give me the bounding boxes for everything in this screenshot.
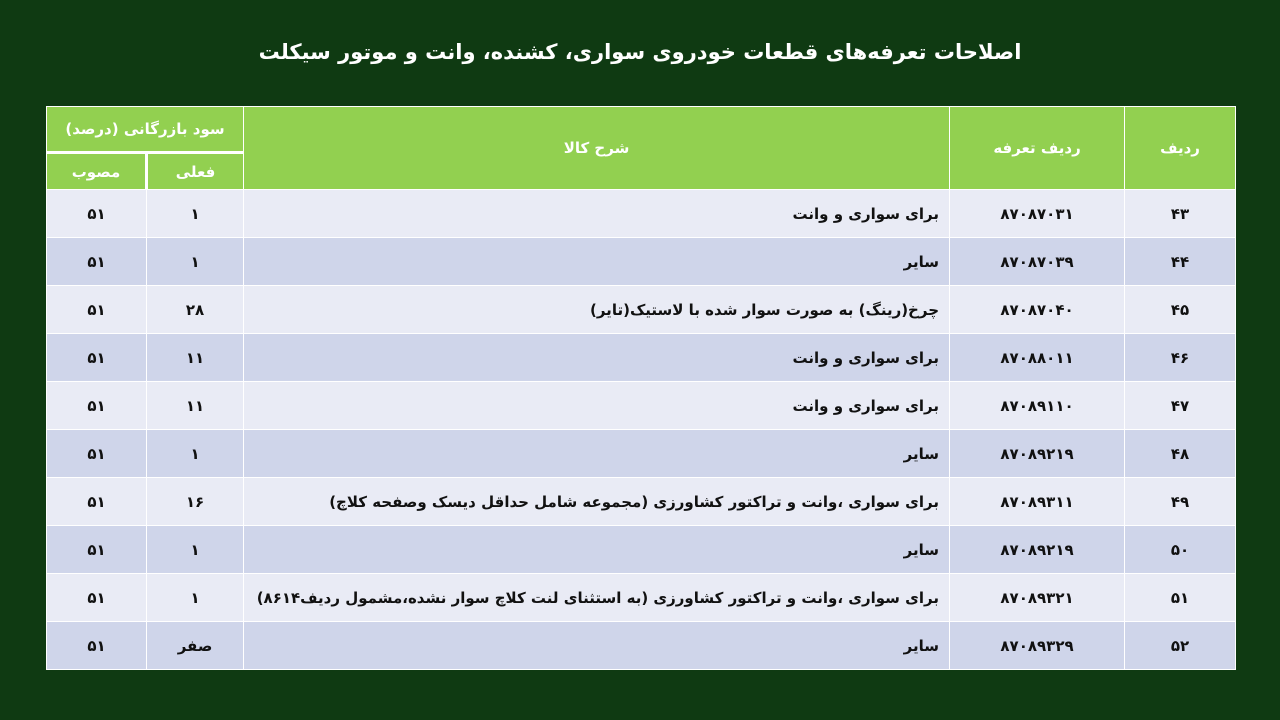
- cell-tariff-code: ۸۷۰۸۹۲۱۹: [950, 430, 1125, 478]
- header-approved: مصوب: [47, 153, 147, 190]
- cell-row-number: ۵۱: [1125, 574, 1236, 622]
- table-row: [47, 190, 1236, 238]
- table-row: [47, 430, 1236, 478]
- table-row: [47, 286, 1236, 334]
- cell-description: برای سواری ،وانت و تراکتور کشاورزی (به استثنای لنت کلاچ سوار نشده،مشمول ردیف۸۶۱۴): [244, 574, 950, 622]
- cell-approved: ۵۱: [47, 382, 147, 430]
- header-profit-group: سود بازرگانی (درصد): [47, 107, 244, 153]
- cell-current: ۱۶: [147, 478, 244, 526]
- cell-row-number: ۴۳: [1125, 190, 1236, 238]
- cell-current: ۱۱: [147, 334, 244, 382]
- cell-current: ۱: [147, 238, 244, 286]
- cell-description: چرخ(رینگ) به صورت سوار شده با لاستیک(تایر): [244, 286, 950, 334]
- cell-tariff-code: ۸۷۰۸۷۰۳۱: [950, 190, 1125, 238]
- cell-description: برای سواری ،وانت و تراکتور کشاورزی (مجموعه شامل حداقل دیسک وصفحه کلاچ): [244, 478, 950, 526]
- cell-current: ۱۱: [147, 382, 244, 430]
- table-row: [47, 526, 1236, 574]
- cell-approved: ۵۱: [47, 526, 147, 574]
- cell-tariff-code: ۸۷۰۸۹۲۱۹: [950, 526, 1125, 574]
- tariff-table: [46, 106, 1236, 670]
- cell-approved: ۵۱: [47, 430, 147, 478]
- cell-row-number: ۴۴: [1125, 238, 1236, 286]
- cell-approved: ۵۱: [47, 334, 147, 382]
- cell-approved: ۵۱: [47, 574, 147, 622]
- table-row: [47, 622, 1236, 670]
- cell-current: صفر: [147, 622, 244, 670]
- cell-description: سایر: [244, 622, 950, 670]
- header-current: فعلی: [147, 153, 244, 190]
- header-description: شرح کالا: [244, 107, 950, 190]
- cell-description: برای سواری و وانت: [244, 382, 950, 430]
- cell-row-number: ۴۷: [1125, 382, 1236, 430]
- cell-tariff-code: ۸۷۰۸۹۳۲۹: [950, 622, 1125, 670]
- cell-tariff-code: ۸۷۰۸۸۰۱۱: [950, 334, 1125, 382]
- cell-row-number: ۴۶: [1125, 334, 1236, 382]
- cell-approved: ۵۱: [47, 622, 147, 670]
- cell-description: سایر: [244, 430, 950, 478]
- cell-row-number: ۴۵: [1125, 286, 1236, 334]
- cell-description: سایر: [244, 238, 950, 286]
- cell-tariff-code: ۸۷۰۸۷۰۴۰: [950, 286, 1125, 334]
- cell-current: ۲۸: [147, 286, 244, 334]
- cell-current: ۱: [147, 430, 244, 478]
- cell-tariff-code: ۸۷۰۸۹۳۱۱: [950, 478, 1125, 526]
- page-title: اصلاحات تعرفه‌های قطعات خودروی سواری، کشنده، وانت و موتور سیکلت: [258, 40, 1022, 64]
- cell-current: ۱: [147, 190, 244, 238]
- cell-current: ۱: [147, 526, 244, 574]
- cell-description: سایر: [244, 526, 950, 574]
- table-row: [47, 334, 1236, 382]
- header-tariff-code: ردیف تعرفه: [950, 107, 1125, 190]
- cell-row-number: ۵۰: [1125, 526, 1236, 574]
- cell-description: برای سواری و وانت: [244, 334, 950, 382]
- cell-approved: ۵۱: [47, 478, 147, 526]
- cell-tariff-code: ۸۷۰۸۷۰۳۹: [950, 238, 1125, 286]
- cell-approved: ۵۱: [47, 190, 147, 238]
- cell-description: برای سواری و وانت: [244, 190, 950, 238]
- cell-tariff-code: ۸۷۰۸۹۱۱۰: [950, 382, 1125, 430]
- header-row-number: ردیف: [1125, 107, 1236, 190]
- table-row: [47, 382, 1236, 430]
- cell-approved: ۵۱: [47, 286, 147, 334]
- cell-tariff-code: ۸۷۰۸۹۳۲۱: [950, 574, 1125, 622]
- table-row: [47, 238, 1236, 286]
- cell-current: ۱: [147, 574, 244, 622]
- cell-approved: ۵۱: [47, 238, 147, 286]
- cell-row-number: ۴۹: [1125, 478, 1236, 526]
- cell-row-number: ۴۸: [1125, 430, 1236, 478]
- table-row: [47, 574, 1236, 622]
- cell-row-number: ۵۲: [1125, 622, 1236, 670]
- table-row: [47, 478, 1236, 526]
